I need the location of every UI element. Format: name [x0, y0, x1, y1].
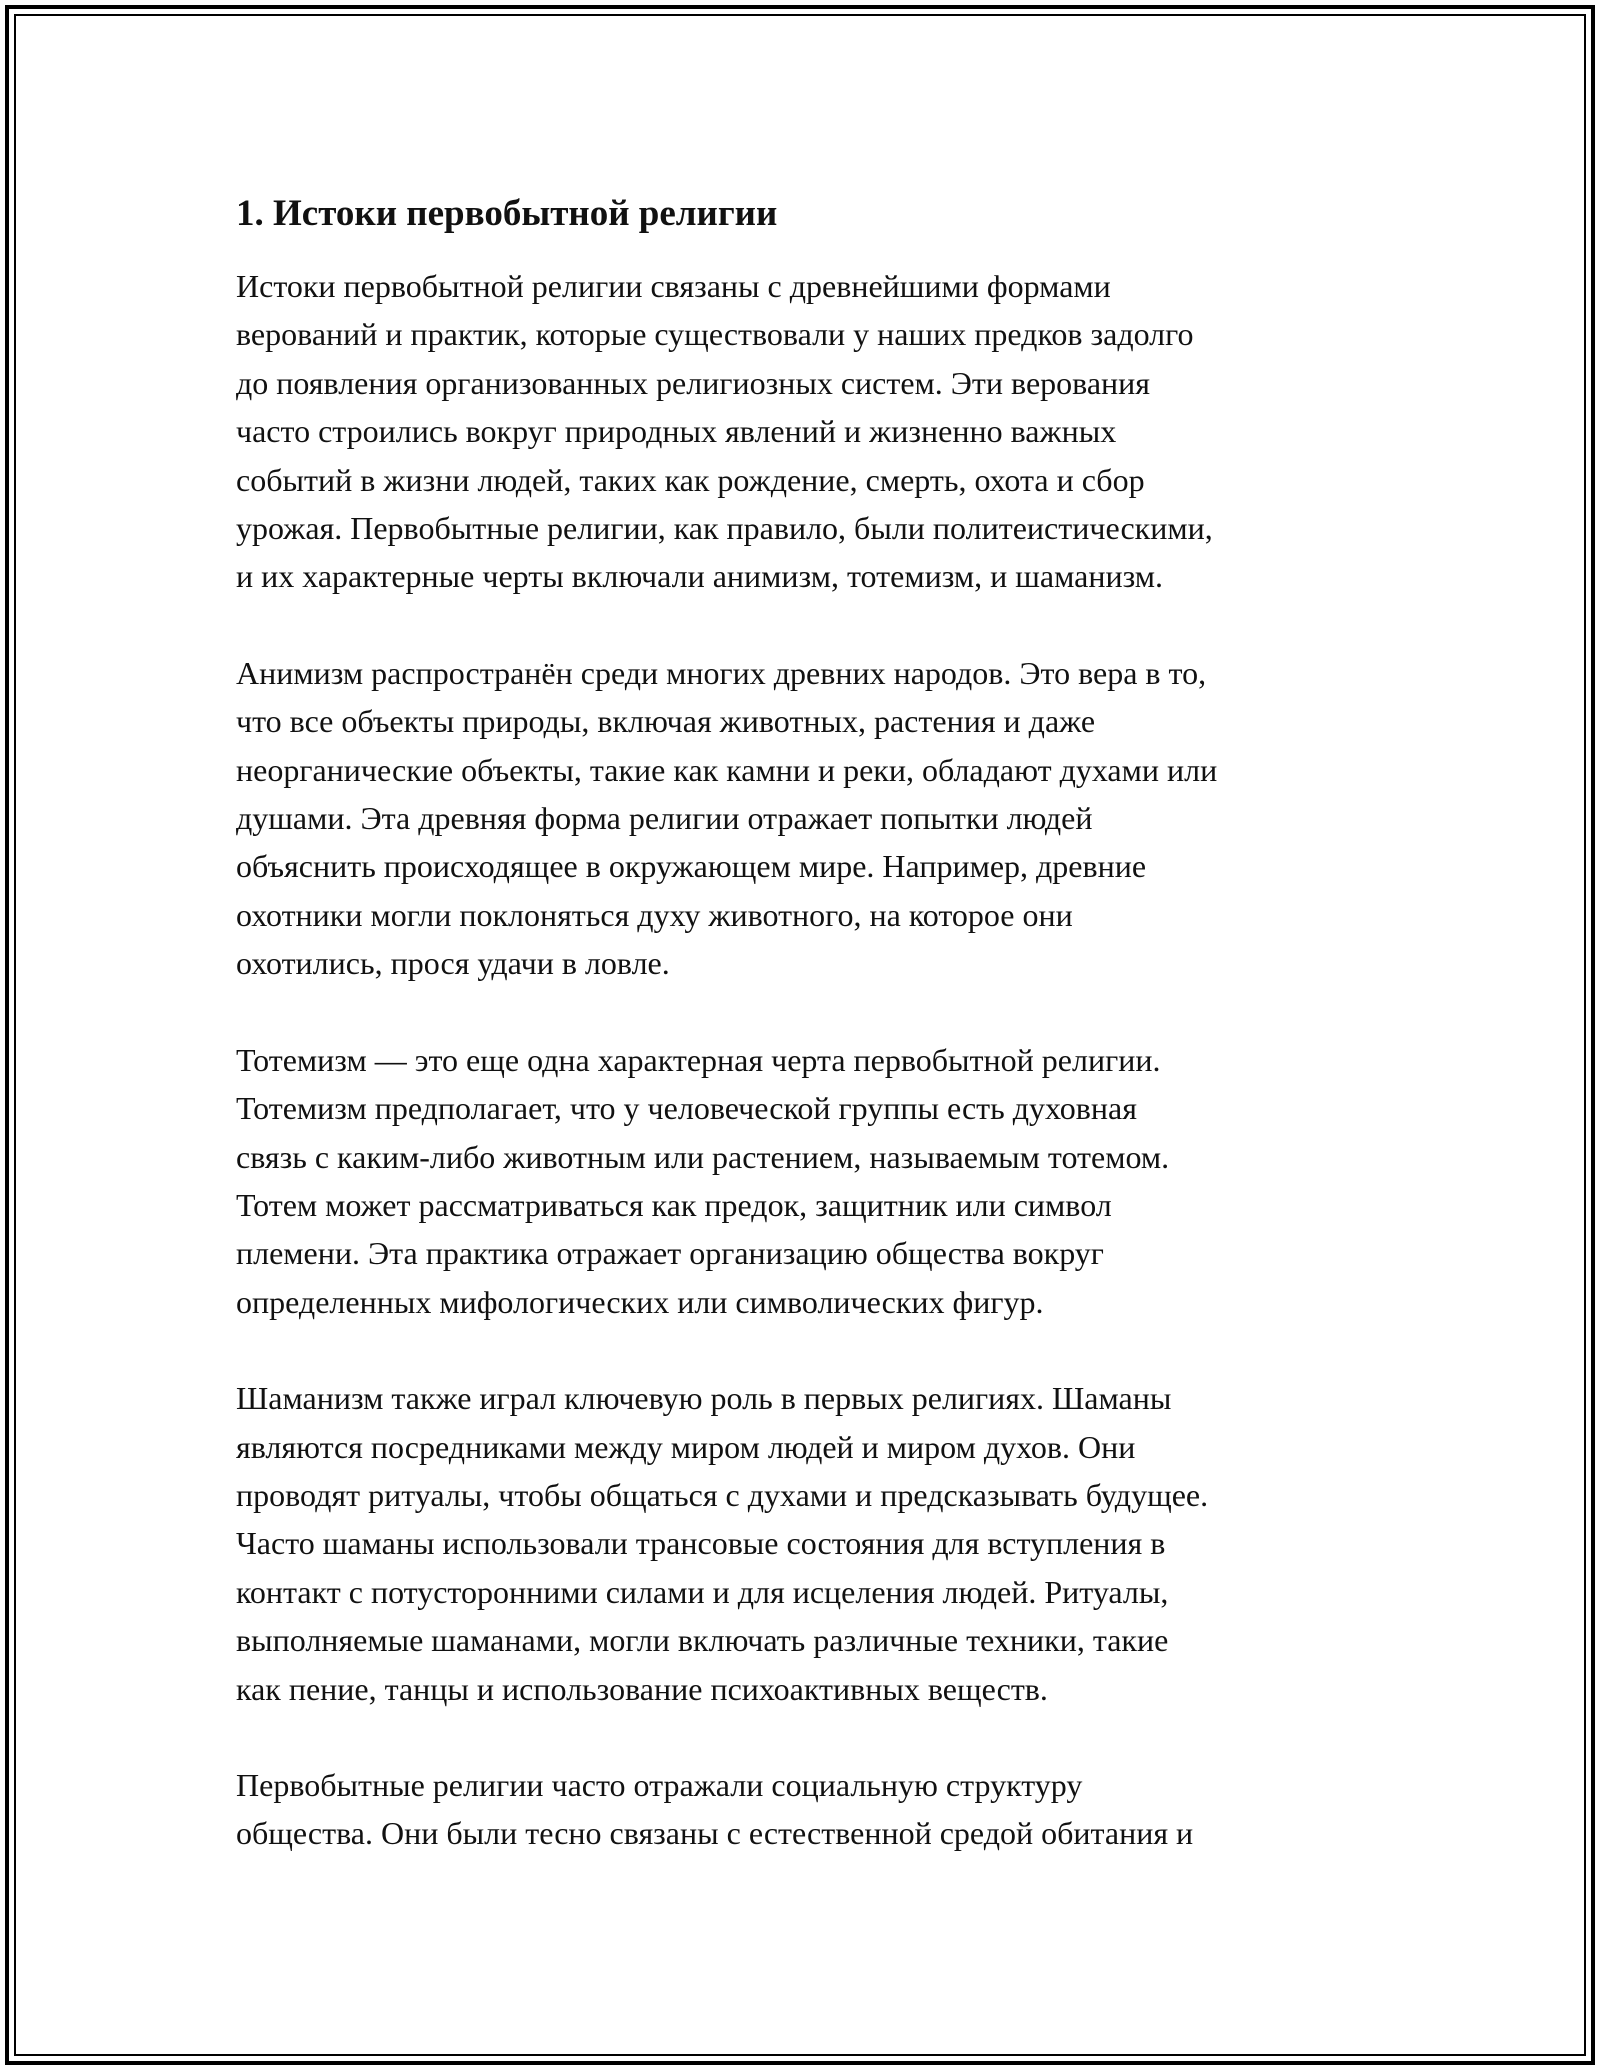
text-line: охотились, прося удачи в ловле. — [236, 945, 670, 982]
text-line: часто строились вокруг природных явлений и жизненно важных — [236, 413, 1117, 450]
text-line: объяснить происходящее в окружающем мире. Например, древние — [236, 848, 1147, 885]
paragraph-totemism — [236, 1036, 1376, 1326]
paragraph-animism — [236, 649, 1376, 988]
text-line: племени. Эта практика отражает организацию общества вокруг — [236, 1235, 1104, 1272]
text-line: общества. Они были тесно связаны с естественной средой обитания и — [236, 1815, 1194, 1852]
text-line: контакт с потусторонними силами и для исцеления людей. Ритуалы, — [236, 1573, 1169, 1610]
text-line: до появления организованных религиозных систем. Эти верования — [236, 364, 1151, 401]
paragraph-shamanism — [236, 1374, 1376, 1713]
text-line: событий в жизни людей, таких как рождение, смерть, охота и сбор — [236, 461, 1145, 498]
text-line: Шаманизм также играл ключевую роль в первых религиях. Шаманы — [236, 1380, 1172, 1417]
paragraph-social-structure — [236, 1761, 1376, 1858]
text-line: Тотемизм — это еще одна характерная черта первобытной религии. — [236, 1041, 1161, 1078]
text-line: являются посредниками между миром людей и миром духов. Они — [236, 1428, 1136, 1465]
text-line: Часто шаманы использовали трансовые состояния для вступления в — [236, 1525, 1166, 1562]
section-heading: 1. Истоки первобытной религии — [236, 193, 778, 234]
text-line: что все объекты природы, включая животных, растения и даже — [236, 703, 1096, 740]
text-line: и их характерные черты включали анимизм, тотемизм, и шаманизм. — [236, 558, 1164, 595]
text-line: определенных мифологических или символических фигур. — [236, 1283, 1044, 1320]
text-line: выполняемые шаманами, могли включать различные техники, такие — [236, 1622, 1169, 1659]
text-line: Первобытные религии часто отражали социальную структуру — [236, 1766, 1083, 1803]
text-line: Анимизм распространён среди многих древних народов. Это вера в то, — [236, 654, 1207, 691]
text-line: верований и практик, которые существовали у наших предков задолго — [236, 316, 1194, 353]
text-line: проводят ритуалы, чтобы общаться с духами и предсказывать будущее. — [236, 1476, 1209, 1513]
text-line: неорганические объекты, такие как камни и реки, обладают духами или — [236, 751, 1218, 788]
paragraph-origins — [236, 262, 1376, 601]
text-line: Тотемизм предполагает, что у человеческой группы есть духовная — [236, 1090, 1137, 1127]
text-line: как пение, танцы и использование психоактивных веществ. — [236, 1670, 1048, 1707]
text-line: охотники могли поклоняться духу животного, на которое они — [236, 896, 1073, 933]
text-line: Тотем может рассматриваться как предок, защитник или символ — [236, 1186, 1112, 1223]
document-body — [236, 188, 1376, 1906]
text-line: связь с каким-либо животным или растением, называемым тотемом. — [236, 1138, 1170, 1175]
text-line: урожая. Первобытные религии, как правило, были политеистическими, — [236, 510, 1213, 547]
text-line: Истоки первобытной религии связаны с древнейшими формами — [236, 268, 1111, 304]
text-line: душами. Эта древняя форма религии отражает попытки людей — [236, 800, 1093, 837]
